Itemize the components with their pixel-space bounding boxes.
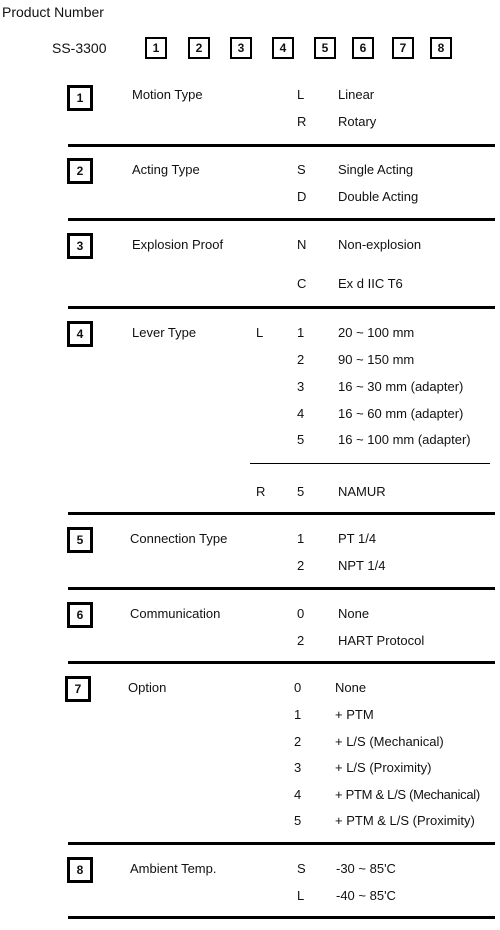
option-code: 2 (297, 352, 305, 367)
option-code: 3 (294, 760, 302, 775)
option-code: 5 (297, 432, 305, 447)
section-divider (68, 916, 495, 919)
option-desc: None (338, 606, 370, 621)
section-number-1: 1 (67, 85, 93, 111)
section-number-4: 4 (67, 321, 93, 347)
option-desc: PT 1/4 (338, 531, 377, 546)
position-box-8: 8 (430, 37, 452, 59)
option-code: S (297, 162, 306, 177)
option-desc: Linear (338, 87, 375, 102)
section-label-communication: Communication (130, 606, 221, 621)
option-desc: + PTM & L/S (Mechanical) (335, 787, 480, 802)
section-label-lever-type: Lever Type (132, 325, 197, 340)
option-desc: + L/S (Mechanical) (335, 734, 444, 749)
option-desc: 20 ~ 100 mm (338, 325, 415, 340)
option-desc: Double Acting (338, 189, 419, 204)
section-label-motion-type: Motion Type (132, 87, 203, 102)
option-code: D (297, 189, 307, 204)
section-divider (68, 144, 495, 147)
option-code: C (297, 276, 307, 291)
option-desc: None (335, 680, 367, 695)
page-title: Product Number (2, 4, 104, 20)
option-desc: Single Acting (338, 162, 414, 177)
section-divider (68, 218, 495, 221)
section-divider (68, 661, 495, 664)
option-desc: 16 ~ 60 mm (adapter) (338, 406, 464, 421)
option-code: L (297, 87, 305, 102)
option-desc: 16 ~ 100 mm (adapter) (338, 432, 471, 447)
option-desc: 90 ~ 150 mm (338, 352, 415, 367)
option-desc: Non-explosion (338, 237, 422, 252)
position-box-7: 7 (392, 37, 414, 59)
option-desc: HART Protocol (338, 633, 425, 648)
section-number-5: 5 (67, 527, 93, 553)
position-box-4: 4 (272, 37, 294, 59)
position-box-6: 6 (352, 37, 374, 59)
position-box-5: 5 (314, 37, 336, 59)
option-code: 1 (294, 707, 302, 722)
option-code: 4 (297, 406, 305, 421)
option-code: 5 (294, 813, 302, 828)
option-desc: + L/S (Proximity) (335, 760, 432, 775)
option-code: 2 (297, 558, 305, 573)
option-code: 4 (294, 787, 302, 802)
section-number-7: 7 (65, 676, 91, 702)
section-label-acting-type: Acting Type (132, 162, 200, 177)
section-label-option: Option (128, 680, 167, 695)
option-code: 3 (297, 379, 305, 394)
section-number-6: 6 (67, 602, 93, 628)
lever-group-l: L (256, 325, 264, 340)
option-desc: -40 ~ 85'C (336, 888, 396, 903)
option-code: 2 (297, 633, 305, 648)
section-divider (68, 306, 495, 309)
position-box-1: 1 (145, 37, 167, 59)
option-code: 2 (294, 734, 302, 749)
option-desc: Rotary (338, 114, 377, 129)
option-code: 1 (297, 531, 305, 546)
subgroup-divider (250, 463, 490, 464)
option-code: 0 (297, 606, 305, 621)
option-code: R (297, 114, 307, 129)
section-number-2: 2 (67, 158, 93, 184)
section-label-ambient-temp: Ambient Temp. (130, 861, 217, 876)
section-divider (68, 512, 495, 515)
option-desc: 16 ~ 30 mm (adapter) (338, 379, 464, 394)
option-desc: NAMUR (338, 484, 386, 499)
lever-group-r: R (256, 484, 266, 499)
section-label-connection-type: Connection Type (130, 531, 228, 546)
option-code: S (297, 861, 306, 876)
option-desc: NPT 1/4 (338, 558, 386, 573)
model-number: SS-3300 (52, 40, 107, 56)
option-desc: -30 ~ 85'C (336, 861, 396, 876)
position-box-3: 3 (230, 37, 252, 59)
section-divider (68, 842, 495, 845)
option-desc: + PTM (335, 707, 374, 722)
option-code: 1 (297, 325, 305, 340)
option-code: 0 (294, 680, 302, 695)
option-desc: Ex d IIC T6 (338, 276, 403, 291)
section-number-8: 8 (67, 857, 93, 883)
option-code: 5 (297, 484, 305, 499)
position-box-2: 2 (188, 37, 210, 59)
option-code: L (297, 888, 305, 903)
section-divider (68, 587, 495, 590)
section-number-3: 3 (67, 233, 93, 259)
section-label-explosion-proof: Explosion Proof (132, 237, 224, 252)
option-desc: + PTM & L/S (Proximity) (335, 813, 475, 828)
option-code: N (297, 237, 307, 252)
